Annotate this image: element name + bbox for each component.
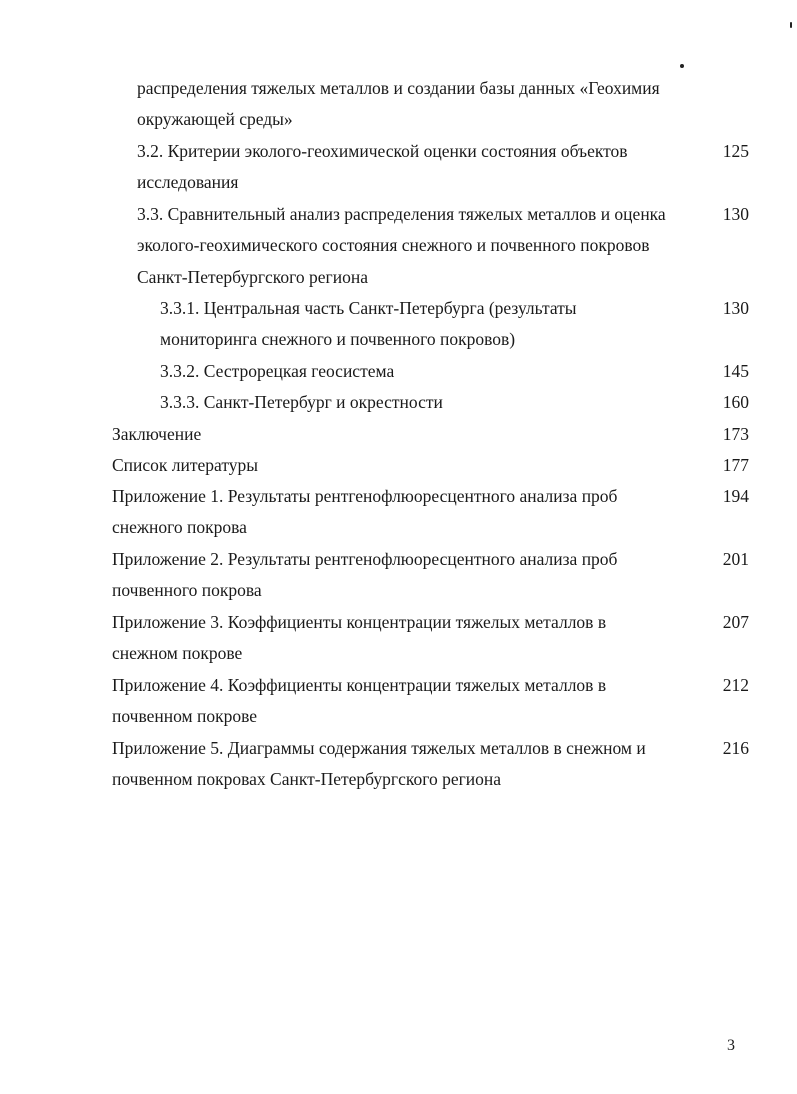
toc-entry-text: [160, 293, 577, 356]
toc-line: 3.3.3. Санкт-Петербург и окрестности: [160, 392, 443, 412]
toc-page-number: 216: [722, 738, 749, 758]
toc-line: исследования: [137, 172, 239, 193]
toc-line: почвенном покровах Санкт-Петербургского региона: [112, 769, 502, 790]
toc-entry-text: [160, 387, 443, 418]
toc-page-number: 160: [722, 392, 749, 412]
toc-line: снежного покрова: [112, 517, 247, 538]
toc-line: Приложение 2. Результаты рентгенофлюоресцентного анализа проб: [112, 549, 618, 569]
toc-line: 3.3.2. Сестрорецкая геосистема: [160, 361, 395, 381]
toc-entry-text: [137, 73, 660, 136]
toc-line: Приложение 5. Диаграммы содержания тяжелых металлов в снежном и: [112, 738, 646, 758]
toc-entry-text: [112, 607, 606, 670]
toc-page-number: 207: [722, 612, 749, 632]
toc-entry-text: [112, 450, 258, 481]
toc-entry-text: [112, 544, 617, 607]
toc-page-number: 145: [722, 361, 749, 381]
toc-line: Приложение 4. Коэффициенты концентрации тяжелых металлов в: [112, 675, 607, 695]
scan-dot-mark: [680, 64, 684, 68]
toc-page-number: 212: [722, 675, 749, 695]
toc-entry-text: [112, 419, 201, 450]
toc-entry-text: [112, 733, 646, 796]
toc-line: снежном покрове: [112, 643, 243, 664]
toc-line: 3.3. Сравнительный анализ распределения тяжелых металлов и оценка: [137, 204, 666, 224]
toc-entry-text: [112, 670, 606, 733]
toc-page-number: 201: [722, 549, 749, 569]
toc-line: 3.3.1. Центральная часть Санкт-Петербурга (результаты: [160, 298, 577, 318]
toc-line: Заключение: [112, 424, 202, 444]
toc-line: почвенном покрове: [112, 706, 258, 727]
toc-line: окружающей среды»: [137, 109, 293, 130]
toc-line: почвенного покрова: [112, 580, 262, 601]
toc-page-number: 194: [722, 486, 749, 506]
toc-entry-text: [160, 356, 394, 387]
toc-page-number: 130: [722, 298, 749, 318]
toc-line: Приложение 1. Результаты рентгенофлюоресцентного анализа проб: [112, 486, 618, 506]
toc-line: эколого-геохимического состояния снежного и почвенного покровов: [137, 235, 650, 256]
toc-page-number: 173: [722, 424, 749, 444]
page-number: 3: [727, 1037, 735, 1054]
scan-edge-mark: [790, 22, 792, 28]
toc-line: мониторинга снежного и почвенного покровов): [160, 329, 516, 350]
toc-page-number: 130: [722, 204, 749, 224]
toc-entry-text: [137, 136, 628, 199]
toc-entry-text: [112, 481, 617, 544]
toc-page-number: 125: [722, 141, 749, 161]
toc-line: Список литературы: [112, 455, 259, 475]
toc-line: 3.2. Критерии эколого-геохимической оценки состояния объектов: [137, 141, 628, 161]
toc-line: Санкт-Петербургского региона: [137, 266, 368, 287]
toc-line: распределения тяжелых металлов и создании базы данных «Геохимия: [137, 78, 660, 98]
toc-line: Приложение 3. Коэффициенты концентрации тяжелых металлов в: [112, 612, 607, 632]
toc-page-number: 177: [722, 455, 749, 475]
toc-entry-text: [137, 199, 666, 293]
